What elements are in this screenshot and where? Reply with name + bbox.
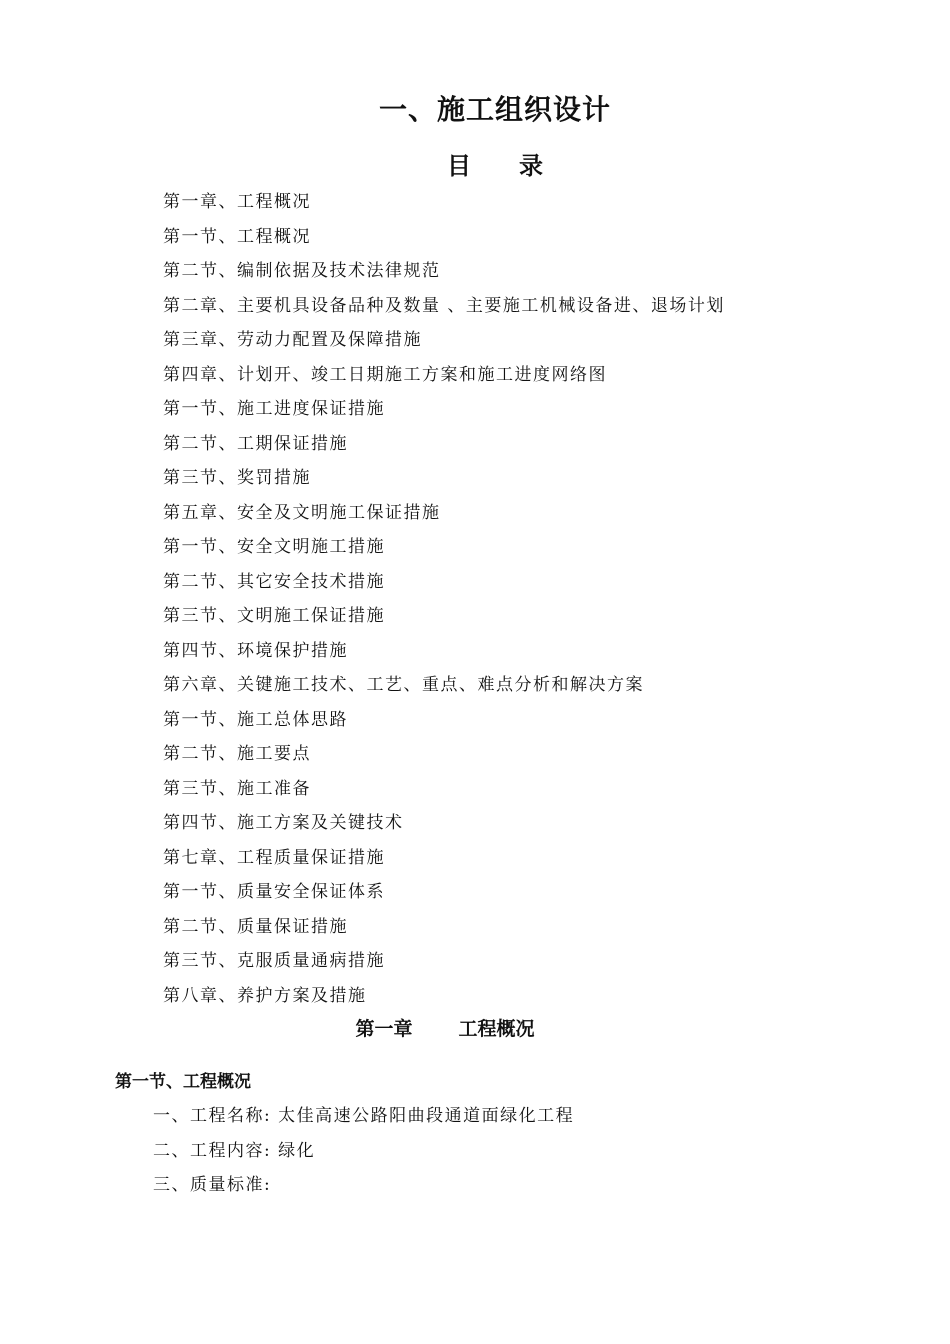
toc-item: 第一章、工程概况 — [163, 192, 311, 212]
toc-item: 第二节、其它安全技术措施 — [163, 571, 385, 592]
toc-item: 第三节、奖罚措施 — [163, 468, 311, 488]
toc-item: 第六章、关键施工技术、工艺、重点、难点分析和解决方案 — [163, 675, 644, 695]
toc-heading-right: 录 — [519, 152, 543, 180]
toc-item: 第三节、克服质量通病措施 — [163, 951, 385, 971]
toc-item: 第二节、施工要点 — [163, 744, 311, 764]
toc-item: 第四节、环境保护措施 — [163, 640, 348, 661]
body-item: 一、工程名称: 太佳高速公路阳曲段通道面绿化工程 — [153, 1106, 575, 1126]
body-item: 三、质量标准: — [153, 1175, 272, 1195]
toc-heading — [0, 146, 950, 186]
toc-item: 第三节、文明施工保证措施 — [163, 606, 385, 626]
toc-item: 第二节、质量保证措施 — [163, 916, 348, 937]
document-title: 一、施工组织设计 — [378, 93, 611, 126]
toc-item: 第一节、工程概况 — [163, 226, 311, 247]
toc-item: 第二节、工期保证措施 — [163, 433, 348, 454]
toc-item: 第一节、安全文明施工措施 — [163, 537, 385, 557]
body-list — [153, 1099, 574, 1203]
toc-item: 第七章、工程质量保证措施 — [163, 847, 385, 868]
toc-heading-left: 目 — [447, 152, 471, 180]
chapter-number: 第一章 — [355, 1018, 413, 1040]
chapter-heading — [0, 1010, 890, 1048]
toc-item: 第三节、施工准备 — [163, 778, 311, 799]
toc-item: 第五章、安全及文明施工保证措施 — [163, 502, 441, 523]
toc-item: 第一节、质量安全保证体系 — [163, 882, 385, 902]
toc-item: 第四节、施工方案及关键技术 — [163, 813, 404, 833]
toc-item: 第一节、施工总体思路 — [163, 709, 348, 730]
toc-item: 第三章、劳动力配置及保障措施 — [163, 330, 422, 350]
toc-item: 第一节、施工进度保证措施 — [163, 399, 385, 419]
toc-item: 第二章、主要机具设备品种及数量 、主要施工机械设备进、退场计划 — [163, 295, 725, 316]
toc-item: 第八章、养护方案及措施 — [163, 985, 367, 1006]
toc-item: 第二节、编制依据及技术法律规范 — [163, 261, 441, 281]
body-item: 二、工程内容: 绿化 — [153, 1140, 316, 1161]
toc-item: 第四章、计划开、竣工日期施工方案和施工进度网络图 — [163, 364, 607, 385]
chapter-title: 工程概况 — [458, 1018, 535, 1040]
section-heading: 第一节、工程概况 — [115, 1072, 251, 1092]
toc-list — [163, 185, 725, 1013]
